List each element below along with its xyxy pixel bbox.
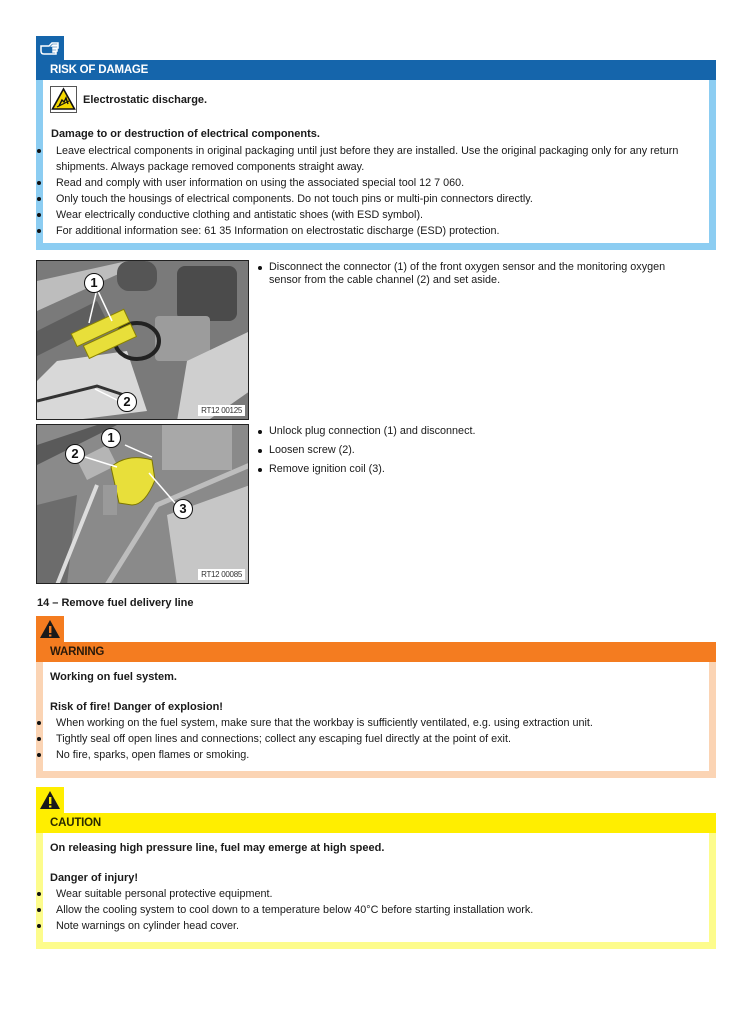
step-item: Disconnect the connector (1) of the front oxygen sensor and the monitoring oxygen sensor from the cable channel (2) and set aside. — [256, 261, 696, 287]
list-item: Wear electrically conductive clothing and antistatic shoes (with ESD symbol). — [38, 207, 688, 223]
list-item: Only touch the housings of electrical components. Do not touch pins or multi-pin connectors directly. — [38, 191, 688, 207]
list-item: Tightly seal off open lines and connections; collect any escaping fuel directly at the point of exit. — [38, 731, 688, 747]
list-item: Allow the cooling system to cool down to a temperature below 40°C before starting installation work. — [38, 902, 688, 918]
caution-header: CAUTION — [36, 813, 716, 833]
figure-ignition-coil — [36, 424, 249, 584]
warning-body — [36, 662, 716, 778]
list-item: For additional information see: 61 35 Information on electrostatic discharge (ESD) protection. — [38, 223, 688, 239]
esd-warning-icon-frame — [50, 86, 77, 113]
callout-1: 1 — [101, 428, 121, 448]
list-item: Note warnings on cylinder head cover. — [38, 918, 688, 934]
step-item: Remove ignition coil (3). — [256, 463, 696, 476]
step-item: Unlock plug connection (1) and disconnect. — [256, 425, 696, 438]
figure-id: RT12 00125 — [198, 405, 245, 416]
figure-oxygen-sensor-connector — [36, 260, 249, 420]
note-icon-tab — [36, 36, 64, 62]
caution-list — [38, 886, 688, 934]
caution-title: On releasing high pressure line, fuel may emerge at high speed. — [50, 842, 385, 854]
figure-2-steps — [256, 425, 696, 482]
callout-3: 3 — [173, 499, 193, 519]
callout-1: 1 — [84, 273, 104, 293]
warning-list — [38, 715, 688, 763]
risk-list — [38, 143, 688, 239]
caution-icon-tab — [36, 787, 64, 813]
list-item: Leave electrical components in original packaging until just before they are installed. Use the original packaging only for any return shipments. Always package removed components straight away. — [38, 143, 688, 175]
list-item: When working on the fuel system, make sure that the workbay is sufficiently ventilated, e.g. using extraction unit. — [38, 715, 688, 731]
engine-bay-illustration — [37, 261, 249, 420]
esd-warning-triangle-icon — [51, 87, 76, 112]
pointing-hand-note-icon — [39, 40, 61, 58]
callout-2: 2 — [65, 444, 85, 464]
figure-id: RT12 00085 — [198, 569, 245, 580]
list-item: Wear suitable personal protective equipment. — [38, 886, 688, 902]
warning-icon-tab — [36, 616, 64, 642]
step-item: Loosen screw (2). — [256, 444, 696, 457]
caution-body — [36, 833, 716, 949]
risk-of-damage-body — [36, 80, 716, 250]
warning-subtitle: Risk of fire! Danger of explosion! — [50, 701, 223, 713]
risk-subtitle: Damage to or destruction of electrical components. — [51, 128, 320, 140]
risk-title: Electrostatic discharge. — [83, 94, 208, 106]
list-item: No fire, sparks, open flames or smoking. — [38, 747, 688, 763]
risk-of-damage-header: RISK OF DAMAGE — [36, 60, 716, 80]
caution-subtitle: Danger of injury! — [50, 872, 139, 884]
list-item: Read and comply with user information on using the associated special tool 12 7 060. — [38, 175, 688, 191]
figure-1-steps — [256, 261, 696, 293]
warning-triangle-icon — [39, 619, 61, 639]
caution-triangle-icon — [39, 790, 61, 810]
callout-2: 2 — [117, 392, 137, 412]
warning-title: Working on fuel system. — [50, 671, 177, 683]
warning-header: WARNING — [36, 642, 716, 662]
section-title: 14 – Remove fuel delivery line — [37, 597, 194, 609]
